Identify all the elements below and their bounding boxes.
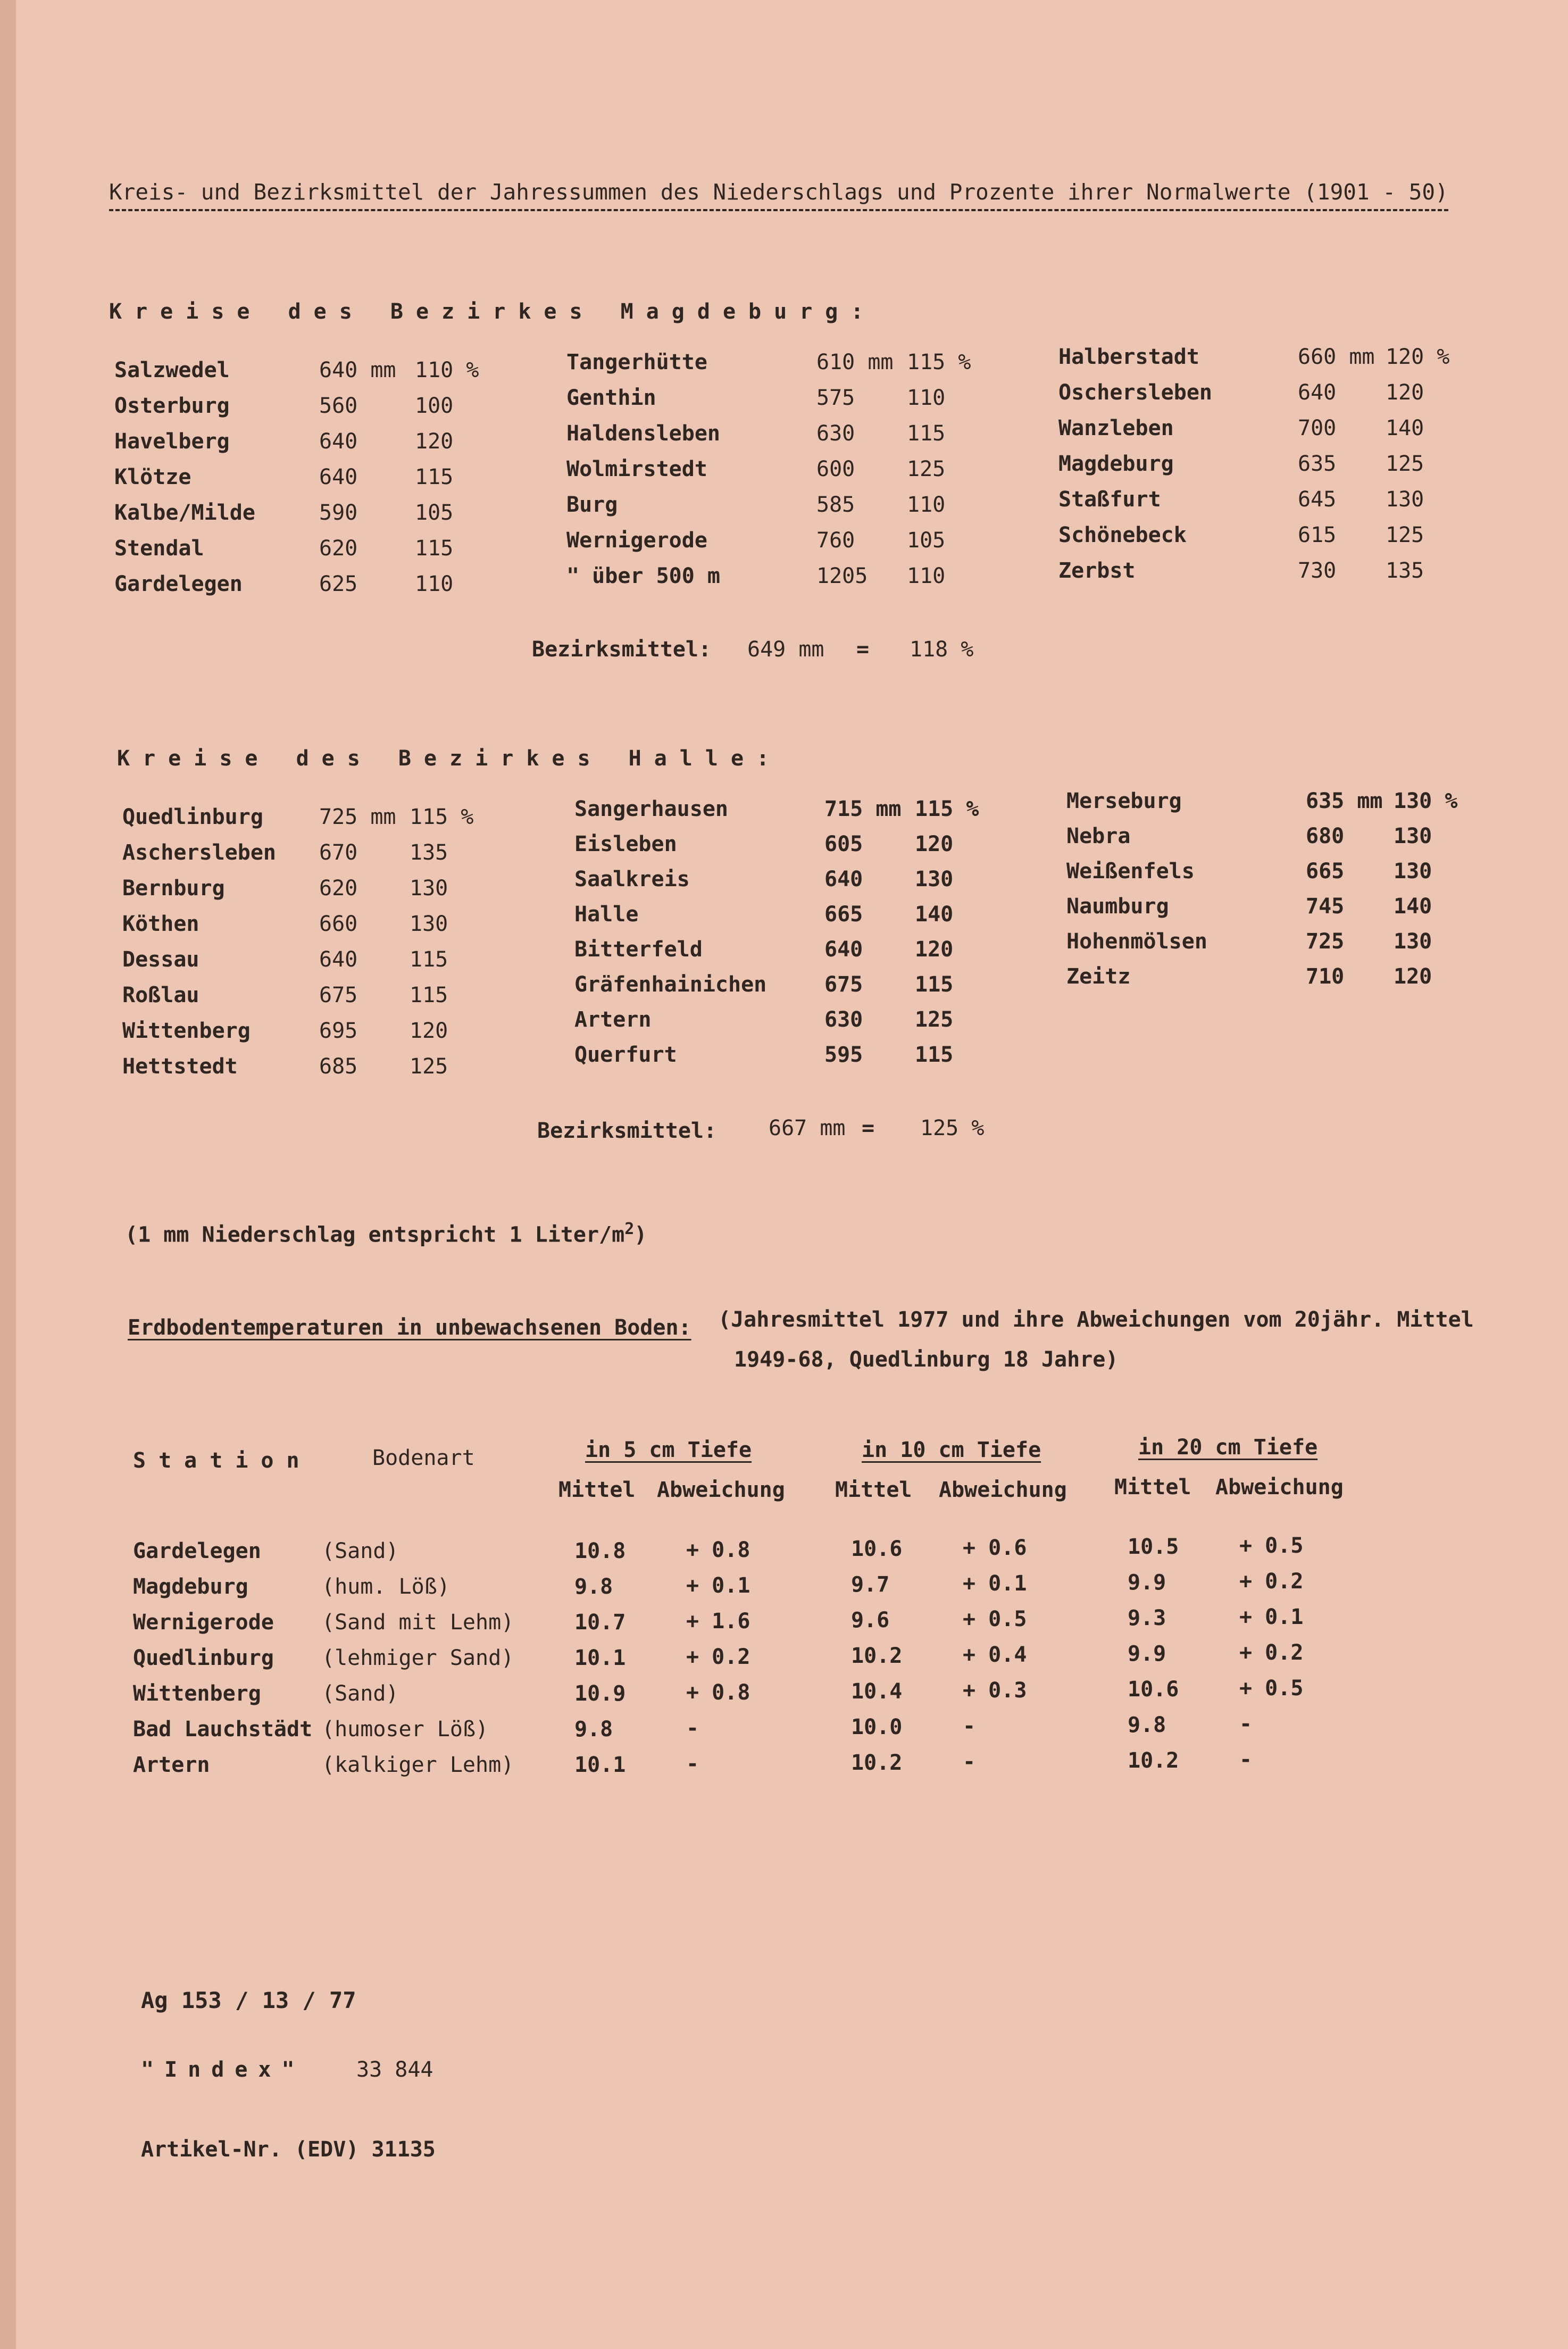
magdeburg-col1-name: Haldensleben (566, 421, 720, 446)
halle-col2-mm: 680 (1306, 824, 1345, 848)
soil-station: Wernigerode (133, 1610, 274, 1635)
magdeburg-col0-pct: 110 % (415, 358, 479, 382)
halle-col1-name: Sangerhausen (574, 797, 728, 821)
magdeburg-col1-pct: 115 (907, 421, 946, 446)
soil-type: (Sand) (322, 1681, 399, 1706)
magdeburg-col2-name: Oschersleben (1058, 380, 1212, 405)
magdeburg-col0-mm: 620 (319, 536, 358, 561)
halle-col0-mm: 660 (319, 912, 358, 936)
magdeburg-col2-mm: 645 (1298, 487, 1337, 512)
halle-col0-name: Quedlinburg (122, 805, 263, 829)
halle-col2-mm: 745 (1306, 894, 1345, 919)
halle-col2-name: Zeitz (1066, 964, 1131, 989)
soil-value: 10.1 (574, 1646, 626, 1670)
magdeburg-col2-pct: 120 % (1386, 345, 1450, 369)
halle-col0-name: Bernburg (122, 876, 225, 901)
halle-col2-name: Weißenfels (1066, 859, 1195, 884)
halle-col1-pct: 115 (915, 1043, 954, 1067)
halle-col2-pct: 130 % (1394, 789, 1458, 813)
soil-depth-20: in 20 cm Tiefe (1138, 1435, 1318, 1460)
magdeburg-mean-mm: 649 mm (747, 637, 824, 662)
magdeburg-col2-name: Schönebeck (1058, 523, 1187, 547)
magdeburg-mean-pct: 118 % (910, 637, 974, 662)
soil-value: 9.9 (1128, 1570, 1166, 1595)
soil-value: 10.2 (851, 1751, 903, 1775)
magdeburg-col0-name: Klötze (114, 465, 191, 489)
halle-col0-mm: 640 (319, 947, 358, 972)
soil-station: Artern (133, 1753, 210, 1777)
halle-col0-pct: 130 (410, 876, 448, 901)
halle-col0-pct: 115 (410, 983, 448, 1007)
soil-value: 10.9 (574, 1681, 626, 1706)
soil-title: Erdbodentemperaturen in unbewachsenen Boden: (128, 1315, 691, 1340)
soil-value: 10.6 (1128, 1677, 1179, 1702)
magdeburg-col1-name: Burg (566, 493, 618, 517)
soil-value: 9.8 (574, 1717, 613, 1742)
magdeburg-col0-pct: 100 (415, 394, 454, 418)
soil-station: Bad Lauchstädt (133, 1717, 313, 1742)
soil-col-station: Station (133, 1448, 312, 1473)
magdeburg-col2-pct: 125 (1386, 523, 1424, 547)
soil-value: 10.6 (851, 1537, 903, 1561)
footer-ag: Ag 153 / 13 / 77 (141, 1987, 356, 2013)
soil-value: - (686, 1716, 699, 1740)
magdeburg-col0-name: Havelberg (114, 429, 230, 454)
magdeburg-col0-mm: 640 (319, 465, 358, 489)
halle-col0-mm: 670 (319, 840, 358, 865)
halle-col1-pct: 125 (915, 1007, 954, 1032)
magdeburg-col1-pct: 110 (907, 564, 946, 588)
soil-sub-dev-5: Abweichung (657, 1478, 785, 1502)
soil-sub-dev-10: Abweichung (939, 1478, 1067, 1502)
soil-value: 10.2 (1128, 1748, 1179, 1773)
halle-col1-mm: 605 (824, 832, 863, 856)
soil-subtitle-2: 1949-68, Quedlinburg 18 Jahre) (734, 1347, 1119, 1372)
halle-heading: Kreise des Bezirkes Halle: (117, 746, 782, 771)
footer-index-value: 33 844 (356, 2058, 433, 2082)
magdeburg-mean-label: Bezirksmittel: (532, 637, 712, 662)
magdeburg-col2-pct: 140 (1386, 416, 1424, 440)
soil-value: 9.9 (1128, 1642, 1166, 1666)
halle-col1-pct: 120 (915, 937, 954, 962)
soil-type: (Sand) (322, 1539, 399, 1563)
magdeburg-col2-mm: 635 (1298, 452, 1337, 476)
soil-type: (hum. Löß) (322, 1575, 450, 1599)
soil-value: 9.3 (1128, 1606, 1166, 1630)
halle-col1-name: Artern (574, 1007, 652, 1032)
magdeburg-col1-pct: 125 (907, 457, 946, 481)
magdeburg-col0-name: Salzwedel (114, 358, 230, 382)
halle-col2-name: Naumburg (1066, 894, 1169, 919)
paper-edge (0, 0, 16, 2349)
magdeburg-col2-mm: 615 (1298, 523, 1337, 547)
magdeburg-mean-eq: = (856, 637, 870, 662)
halle-col0-name: Hettstedt (122, 1054, 238, 1079)
halle-mean-label: Bezirksmittel: (537, 1119, 717, 1143)
magdeburg-col1-mm: 610 mm (816, 350, 894, 374)
magdeburg-col2-pct: 130 (1386, 487, 1424, 512)
magdeburg-col2-name: Magdeburg (1058, 452, 1174, 476)
soil-station: Gardelegen (133, 1539, 261, 1563)
note-superscript: 2 (624, 1220, 635, 1238)
halle-col2-mm: 665 (1306, 859, 1345, 884)
halle-col0-name: Dessau (122, 947, 199, 972)
soil-station: Wittenberg (133, 1681, 261, 1706)
note-text: (1 mm Niederschlag entspricht 1 Liter/m (125, 1222, 625, 1247)
magdeburg-col0-name: Gardelegen (114, 572, 243, 596)
soil-value: + 0.8 (686, 1680, 750, 1705)
magdeburg-col0-name: Kalbe/Milde (114, 501, 255, 525)
halle-col1-mm: 715 mm (824, 797, 902, 821)
halle-mean-eq: = (862, 1116, 875, 1140)
soil-value: + 0.2 (1239, 1569, 1304, 1594)
halle-col0-mm: 685 (319, 1054, 358, 1079)
halle-col1-name: Halle (574, 902, 639, 927)
magdeburg-col2-mm: 640 (1298, 380, 1337, 405)
magdeburg-col2-name: Staßfurt (1058, 487, 1161, 512)
halle-col0-mm: 695 (319, 1019, 358, 1043)
soil-value: - (963, 1714, 976, 1738)
soil-value: 9.8 (1128, 1713, 1166, 1737)
halle-col2-name: Nebra (1066, 824, 1131, 848)
magdeburg-heading: Kreise des Bezirkes Magdeburg: (109, 299, 877, 324)
halle-col0-mm: 620 (319, 876, 358, 901)
magdeburg-col0-name: Osterburg (114, 394, 230, 418)
halle-col2-pct: 140 (1394, 894, 1432, 919)
magdeburg-col1-name: Tangerhütte (566, 350, 707, 374)
magdeburg-col1-name: Wernigerode (566, 528, 707, 553)
magdeburg-col1-pct: 115 % (907, 350, 971, 374)
soil-value: 10.0 (851, 1715, 903, 1739)
halle-col2-name: Merseburg (1066, 789, 1182, 813)
halle-col0-name: Roßlau (122, 983, 199, 1007)
halle-col1-name: Eisleben (574, 832, 677, 856)
soil-depth-10: in 10 cm Tiefe (862, 1438, 1041, 1462)
soil-value: 10.4 (851, 1679, 903, 1704)
soil-type: (humoser Löß) (322, 1717, 489, 1742)
halle-col0-pct: 135 (410, 840, 448, 865)
magdeburg-col0-pct: 105 (415, 501, 454, 525)
halle-col1-mm: 640 (824, 937, 863, 962)
magdeburg-col1-pct: 105 (907, 528, 946, 553)
halle-mean-mm: 667 mm (769, 1116, 846, 1140)
soil-value: + 0.5 (1239, 1676, 1304, 1701)
magdeburg-col0-mm: 640 mm (319, 358, 396, 382)
soil-value: 10.5 (1128, 1535, 1179, 1559)
magdeburg-col2-pct: 120 (1386, 380, 1424, 405)
magdeburg-col2-name: Wanzleben (1058, 416, 1174, 440)
soil-value: + 0.1 (1239, 1605, 1304, 1629)
halle-col1-pct: 130 (915, 867, 954, 892)
halle-col1-name: Bitterfeld (574, 937, 703, 962)
halle-col2-pct: 130 (1394, 859, 1432, 884)
halle-col2-pct: 130 (1394, 824, 1432, 848)
halle-col0-mm: 675 (319, 983, 358, 1007)
halle-col1-mm: 595 (824, 1043, 863, 1067)
halle-col2-mm: 710 (1306, 964, 1345, 989)
note-close: ) (634, 1222, 647, 1247)
halle-col1-mm: 675 (824, 972, 863, 997)
halle-col0-pct: 115 % (410, 805, 474, 829)
halle-col1-pct: 120 (915, 832, 954, 856)
soil-value: 9.8 (574, 1575, 613, 1599)
soil-value: + 0.3 (963, 1678, 1027, 1703)
magdeburg-col0-mm: 640 (319, 429, 358, 454)
soil-value: + 0.5 (1239, 1534, 1304, 1558)
soil-type: (lehmiger Sand) (322, 1646, 514, 1670)
soil-value: 10.8 (574, 1539, 626, 1563)
magdeburg-col1-pct: 110 (907, 493, 946, 517)
magdeburg-col2-mm: 700 (1298, 416, 1337, 440)
magdeburg-col0-pct: 115 (415, 536, 454, 561)
magdeburg-col0-mm: 590 (319, 501, 358, 525)
soil-value: + 0.1 (686, 1573, 750, 1598)
magdeburg-col0-name: Stendal (114, 536, 204, 561)
soil-subtitle-1: (Jahresmittel 1977 und ihre Abweichungen vom 20jähr. Mittel (718, 1307, 1474, 1332)
halle-col2-name: Hohenmölsen (1066, 929, 1207, 954)
soil-value: 10.7 (574, 1610, 626, 1635)
magdeburg-col0-mm: 625 (319, 572, 358, 596)
soil-value: + 0.2 (1239, 1640, 1304, 1665)
soil-value: + 0.2 (686, 1645, 750, 1669)
halle-col1-name: Gräfenhainichen (574, 972, 767, 997)
soil-value: + 0.4 (963, 1643, 1027, 1667)
magdeburg-col1-mm: 585 (816, 493, 855, 517)
halle-col0-name: Aschersleben (122, 840, 276, 865)
magdeburg-col1-mm: 600 (816, 457, 855, 481)
magdeburg-col0-pct: 120 (415, 429, 454, 454)
halle-col1-name: Querfurt (574, 1043, 677, 1067)
soil-value: + 0.5 (963, 1607, 1027, 1631)
halle-col1-pct: 140 (915, 902, 954, 927)
halle-col2-mm: 725 (1306, 929, 1345, 954)
soil-value: - (1239, 1747, 1253, 1772)
soil-value: - (686, 1752, 699, 1776)
halle-col0-name: Köthen (122, 912, 199, 936)
halle-col0-mm: 725 mm (319, 805, 396, 829)
magdeburg-col0-pct: 115 (415, 465, 454, 489)
magdeburg-col1-mm: 575 (816, 386, 855, 410)
halle-col1-mm: 630 (824, 1007, 863, 1032)
soil-type: (Sand mit Lehm) (322, 1610, 514, 1635)
halle-col1-pct: 115 (915, 972, 954, 997)
halle-col0-pct: 115 (410, 947, 448, 972)
document-title: Kreis- und Bezirksmittel der Jahressummen des Niederschlags und Prozente ihrer Normalwerte (1901 - 50) (109, 178, 1448, 211)
magdeburg-col0-pct: 110 (415, 572, 454, 596)
halle-mean-pct: 125 % (920, 1116, 985, 1140)
soil-value: + 0.1 (963, 1571, 1027, 1596)
soil-station: Magdeburg (133, 1575, 248, 1599)
halle-col2-pct: 120 (1394, 964, 1432, 989)
footer-index-label: "Index" (141, 2058, 305, 2082)
magdeburg-col2-pct: 135 (1386, 559, 1424, 583)
soil-depth-5: in 5 cm Tiefe (585, 1438, 752, 1462)
magdeburg-col1-name: Genthin (566, 386, 656, 410)
halle-col2-mm: 635 mm (1306, 789, 1383, 813)
halle-col1-mm: 665 (824, 902, 863, 927)
halle-col1-name: Saalkreis (574, 867, 690, 892)
soil-value: - (963, 1750, 976, 1774)
halle-col0-name: Wittenberg (122, 1019, 251, 1043)
soil-value: + 0.8 (686, 1538, 750, 1562)
magdeburg-col1-mm: 760 (816, 528, 855, 553)
soil-sub-mean-20: Mittel (1114, 1475, 1191, 1500)
footer-article: Artikel-Nr. (EDV) 31135 (141, 2137, 436, 2162)
magdeburg-col2-pct: 125 (1386, 452, 1424, 476)
halle-col2-pct: 130 (1394, 929, 1432, 954)
soil-value: + 0.6 (963, 1536, 1027, 1560)
soil-sub-mean-10: Mittel (835, 1478, 912, 1502)
magdeburg-col2-mm: 730 (1298, 559, 1337, 583)
magdeburg-col1-name: " über 500 m (566, 564, 720, 588)
precipitation-note (125, 1215, 647, 1248)
soil-sub-dev-20: Abweichung (1215, 1475, 1344, 1500)
soil-station: Quedlinburg (133, 1646, 274, 1670)
halle-col1-pct: 115 % (915, 797, 979, 821)
soil-value: 9.7 (851, 1572, 890, 1597)
halle-col0-pct: 120 (410, 1019, 448, 1043)
halle-col0-pct: 130 (410, 912, 448, 936)
soil-type: (kalkiger Lehm) (322, 1753, 514, 1777)
soil-value: + 1.6 (686, 1609, 750, 1634)
soil-value: - (1239, 1712, 1253, 1736)
soil-value: 10.1 (574, 1753, 626, 1777)
magdeburg-col1-pct: 110 (907, 386, 946, 410)
halle-col1-mm: 640 (824, 867, 863, 892)
soil-value: 10.2 (851, 1644, 903, 1668)
soil-col-soil: Bodenart (372, 1446, 475, 1470)
magdeburg-col1-mm: 1205 (816, 564, 868, 588)
soil-sub-mean-5: Mittel (558, 1478, 636, 1502)
magdeburg-col0-mm: 560 (319, 394, 358, 418)
magdeburg-col2-name: Zerbst (1058, 559, 1136, 583)
magdeburg-col2-mm: 660 mm (1298, 345, 1375, 369)
soil-value: 9.6 (851, 1608, 890, 1632)
halle-col0-pct: 125 (410, 1054, 448, 1079)
magdeburg-col1-mm: 630 (816, 421, 855, 446)
magdeburg-col1-name: Wolmirstedt (566, 457, 707, 481)
magdeburg-col2-name: Halberstadt (1058, 345, 1199, 369)
